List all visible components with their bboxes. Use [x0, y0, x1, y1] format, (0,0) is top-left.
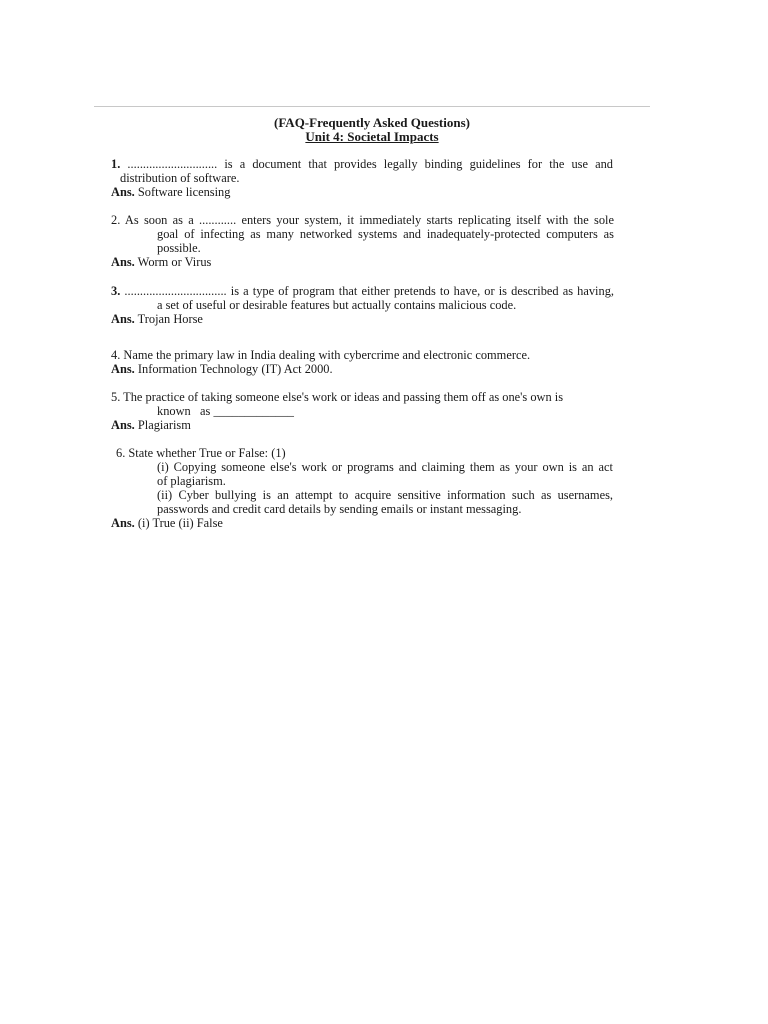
answer-4-label: Ans.	[111, 362, 135, 376]
question-5-line-1: 5. The practice of taking someone else's work or ideas and passing them off as one's own is	[111, 390, 564, 404]
question-2-line-1: 2. As soon as a ............ enters your system, it immediately starts replicating itself with the sole	[111, 213, 614, 227]
answer-5	[111, 418, 191, 432]
document-subtitle-text: Unit 4: Societal Impacts	[305, 129, 439, 144]
answer-2-label: Ans.	[111, 255, 135, 269]
answer-3	[111, 312, 203, 326]
question-4-line-1: 4. Name the primary law in India dealing with cybercrime and electronic commerce.	[111, 348, 531, 362]
answer-2	[111, 255, 211, 269]
answer-3-text: Trojan Horse	[137, 312, 203, 326]
question-6-line-4: (ii) Cyber bullying is an attempt to acquire sensitive information such as usernames,	[157, 488, 613, 502]
answer-1	[111, 185, 230, 199]
document-title: (FAQ-Frequently Asked Questions)	[274, 115, 470, 130]
question-6-line-1: 6. State whether True or False: (1)	[116, 446, 286, 460]
answer-5-text: Plagiarism	[137, 418, 191, 432]
answer-6-label: Ans.	[111, 516, 135, 530]
question-1-text: ............................. is a document that provides legally binding guidelines for the use and	[127, 157, 613, 171]
question-3-line-1	[111, 284, 614, 298]
answer-4	[111, 362, 333, 376]
answer-3-label: Ans.	[111, 312, 135, 326]
question-3-text: ................................. is a type of program that either pretends to have, or is described as having,	[124, 284, 614, 298]
answer-2-text: Worm or Virus	[137, 255, 212, 269]
answer-6-text: (i) True (ii) False	[137, 516, 223, 530]
answer-1-label: Ans.	[111, 185, 135, 199]
document-subtitle	[94, 129, 650, 144]
question-1-number: 1.	[111, 157, 121, 171]
answer-1-text: Software licensing	[137, 185, 231, 199]
question-1-line-1	[111, 157, 613, 171]
answer-5-label: Ans.	[111, 418, 135, 432]
question-6-line-5: passwords and credit card details by sending emails or instant messaging.	[157, 502, 522, 516]
question-6-line-2: (i) Copying someone else's work or programs and claiming them as your own is an act	[157, 460, 613, 474]
answer-6	[111, 516, 223, 530]
question-5-line-2: known as _____________	[157, 404, 294, 418]
question-3-line-2: a set of useful or desirable features but actually contains malicious code.	[157, 298, 517, 312]
question-2-line-2: goal of infecting as many networked systems and inadequately-protected computers as	[157, 227, 614, 241]
question-1-line-2: distribution of software.	[120, 171, 240, 185]
answer-4-text: Information Technology (IT) Act 2000.	[137, 362, 333, 376]
question-2-line-3: possible.	[157, 241, 201, 255]
top-rule	[94, 106, 650, 107]
question-6-line-3: of plagiarism.	[157, 474, 226, 488]
question-3-number: 3.	[111, 284, 121, 298]
